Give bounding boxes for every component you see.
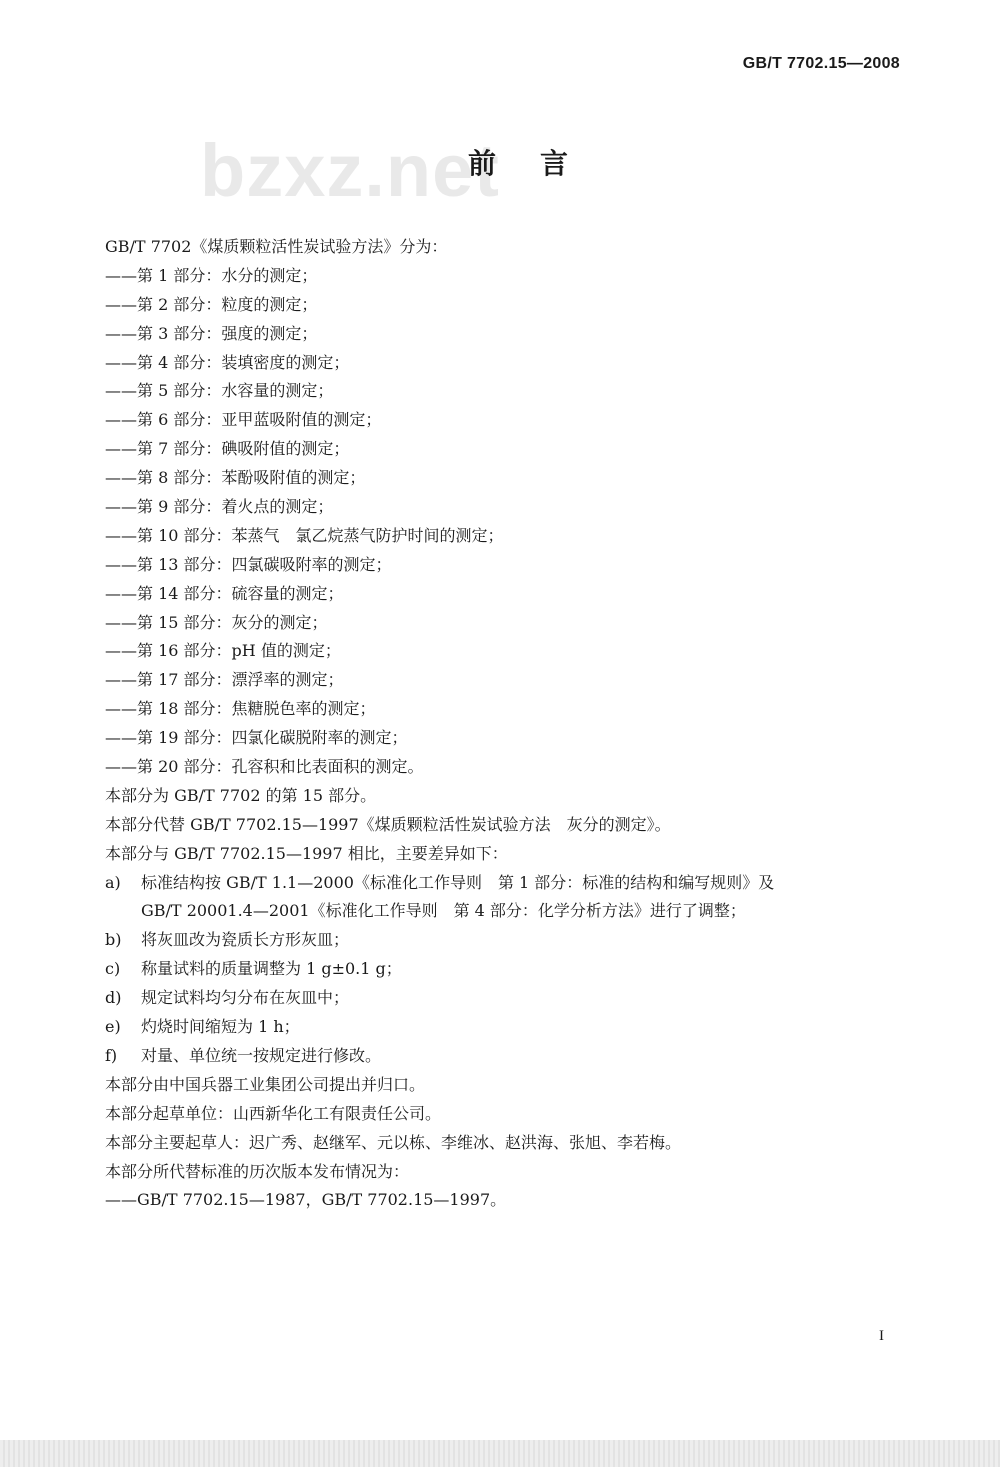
difference-item: [105, 955, 905, 984]
part-item: ——第 6 部分：亚甲蓝吸附值的测定；: [105, 410, 382, 430]
difference-text: 称量试料的质量调整为 1 g±0.1 g；: [141, 959, 402, 979]
difference-item: [105, 926, 905, 955]
difference-label: a): [105, 872, 121, 892]
difference-text: 对量、单位统一按规定进行修改。: [141, 1045, 382, 1065]
difference-text: 灼烧时间缩短为 1 h；: [141, 1017, 300, 1037]
part-item: ——第 3 部分：强度的测定；: [105, 323, 318, 343]
foreword-body: [105, 233, 905, 1215]
statement-proposer: 本部分由中国兵器工业集团公司提出并归口。: [105, 1074, 426, 1094]
part-item: ——第 5 部分：水容量的测定；: [105, 381, 334, 401]
statement-drafters: 本部分主要起草人：迟广秀、赵继军、元以栋、李维冰、赵洪海、张旭、李若梅。: [105, 1132, 682, 1152]
history-line: ——GB/T 7702.15—1987，GB/T 7702.15—1997。: [105, 1190, 507, 1210]
part-item: ——第 4 部分：装填密度的测定；: [105, 352, 350, 372]
difference-item: [105, 1013, 905, 1042]
difference-text-continued: GB/T 20001.4—2001《标准化工作导则 第 4 部分：化学分析方法》进行了调整；: [141, 901, 746, 921]
statement-compare: 本部分与 GB/T 7702.15—1997 相比，主要差异如下：: [105, 843, 508, 863]
intro-line: GB/T 7702《煤质颗粒活性炭试验方法》分为：: [105, 237, 448, 256]
statement-part: 本部分为 GB/T 7702 的第 15 部分。: [105, 785, 377, 805]
part-item: ——第 19 部分：四氯化碳脱附率的测定；: [105, 728, 408, 748]
part-item: ——第 20 部分：孔容积和比表面积的测定。: [105, 757, 424, 777]
part-item: ——第 2 部分：粒度的测定；: [105, 294, 318, 314]
standard-number: GB/T 7702.15—2008: [742, 55, 900, 72]
parts-list: [105, 262, 905, 782]
part-item: ——第 15 部分：灰分的测定；: [105, 612, 328, 632]
page-number: I: [879, 1328, 884, 1344]
statement-history-intro: 本部分所代替标准的历次版本发布情况为：: [105, 1161, 410, 1181]
page-title: 前言: [467, 147, 612, 180]
part-item: ——第 16 部分：pH 值的测定；: [105, 641, 341, 661]
part-item: ——第 13 部分：四氯碳吸附率的测定；: [105, 554, 392, 574]
part-item: ——第 18 部分：焦糖脱色率的测定；: [105, 699, 376, 719]
part-item: ——第 10 部分：苯蒸气 氯乙烷蒸气防护时间的测定；: [105, 525, 504, 545]
part-item: ——第 1 部分：水分的测定；: [105, 265, 318, 285]
statement-drafter-unit: 本部分起草单位：山西新华化工有限责任公司。: [105, 1103, 442, 1123]
difference-label: d): [105, 988, 122, 1008]
difference-text: 将灰皿改为瓷质长方形灰皿；: [141, 930, 350, 950]
part-item: ——第 9 部分：着火点的测定；: [105, 497, 334, 517]
part-item: ——第 14 部分：硫容量的测定；: [105, 583, 344, 603]
difference-label: c): [105, 959, 121, 979]
difference-item: [105, 984, 905, 1013]
watermark: bzxz.net: [200, 129, 500, 212]
part-item: ——第 7 部分：碘吸附值的测定；: [105, 439, 350, 459]
difference-label: b): [105, 930, 122, 950]
difference-item: [105, 869, 905, 898]
differences-list: [105, 869, 905, 1071]
difference-text: 规定试料均匀分布在灰皿中；: [141, 988, 350, 1008]
scan-footer-band: [0, 1440, 1000, 1467]
difference-label: f): [105, 1045, 118, 1065]
statement-replace: 本部分代替 GB/T 7702.15—1997《煤质颗粒活性炭试验方法 灰分的测定》。: [105, 814, 671, 834]
part-item: ——第 8 部分：苯酚吸附值的测定；: [105, 468, 366, 488]
difference-item: [105, 1042, 905, 1071]
difference-text: 标准结构按 GB/T 1.1—2000《标准化工作导则 第 1 部分：标准的结构和编写规则》及: [141, 872, 775, 892]
part-item: ——第 17 部分：漂浮率的测定；: [105, 670, 344, 690]
difference-label: e): [105, 1017, 121, 1037]
